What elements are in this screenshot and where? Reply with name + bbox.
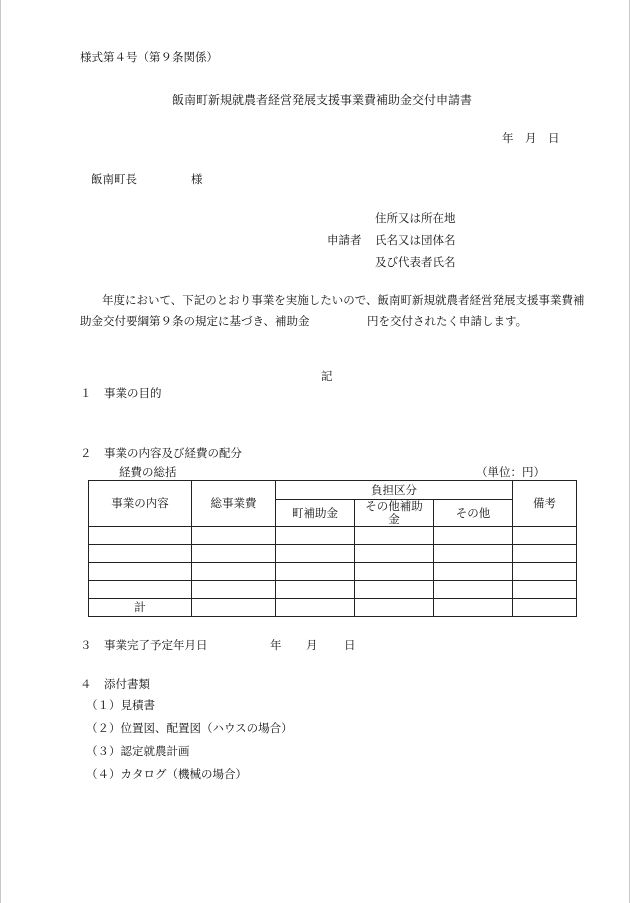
attachment-item: （２）位置図、配置図（ハウスの場合） (86, 721, 293, 735)
section4-heading: 添付書類 (104, 677, 150, 691)
applicant-name-label: 氏名又は団体名 (375, 233, 456, 247)
section1-heading: 事業の目的 (104, 386, 162, 400)
section3-heading: 事業完了予定年月日 (104, 638, 208, 652)
form-number: 様式第４号（第９条関係） (80, 50, 218, 64)
total-label: 計 (89, 599, 192, 617)
section1-number: １ (80, 386, 92, 400)
section3-number: ３ (80, 638, 92, 652)
date-line: 年 月 日 (502, 131, 560, 145)
addressee-honorific: 様 (191, 172, 203, 186)
applicant-address-label: 住所又は所在地 (375, 211, 456, 225)
header-total: 総事業費 (192, 481, 276, 527)
completion-day: 日 (344, 638, 356, 652)
header-remarks: 備考 (513, 481, 577, 527)
table-row-total (89, 599, 577, 617)
document-title: 飯南町新規就農者経営発展支援事業費補助金交付申請書 (172, 93, 473, 107)
applicant-role: 申請者 (327, 233, 362, 247)
header-town-subsidy: 町補助金 (276, 500, 355, 527)
attachment-item: （３）認定就農計画 (86, 744, 190, 758)
header-other-subsidy: その他補助金 (355, 500, 434, 527)
attachment-item: （１）見積書 (86, 698, 155, 712)
header-content: 事業の内容 (89, 481, 192, 527)
section2-heading: 事業の内容及び経費の配分 (104, 446, 242, 460)
completion-year: 年 (270, 638, 282, 652)
addressee-label: 飯南町長 (91, 172, 137, 186)
unit-label: （単位：円） (476, 465, 545, 479)
body-paragraph: 年度において、下記のとおり事業を実施したいので、飯南町新規就農者経営発展支援事業費補助金交付要綱第９条の規定に基づき、補助金 円を交付されたく申請します。 (80, 293, 585, 328)
table-row (89, 527, 577, 545)
table-row (89, 563, 577, 581)
applicant-rep-label: 及び代表者氏名 (375, 255, 456, 269)
ki-marker: 記 (321, 369, 333, 383)
section2-number: ２ (80, 446, 92, 460)
section4-number: ４ (80, 677, 92, 691)
section2-subheading: 経費の総括 (119, 465, 177, 479)
attachment-item: （４）カタログ（機械の場合） (86, 767, 247, 781)
page-border-left (0, 0, 1, 903)
table-row (89, 581, 577, 599)
completion-month: 月 (306, 638, 318, 652)
header-other: その他 (434, 500, 513, 527)
table-row (89, 545, 577, 563)
budget-table (88, 480, 577, 617)
header-burden: 負担区分 (276, 481, 513, 500)
